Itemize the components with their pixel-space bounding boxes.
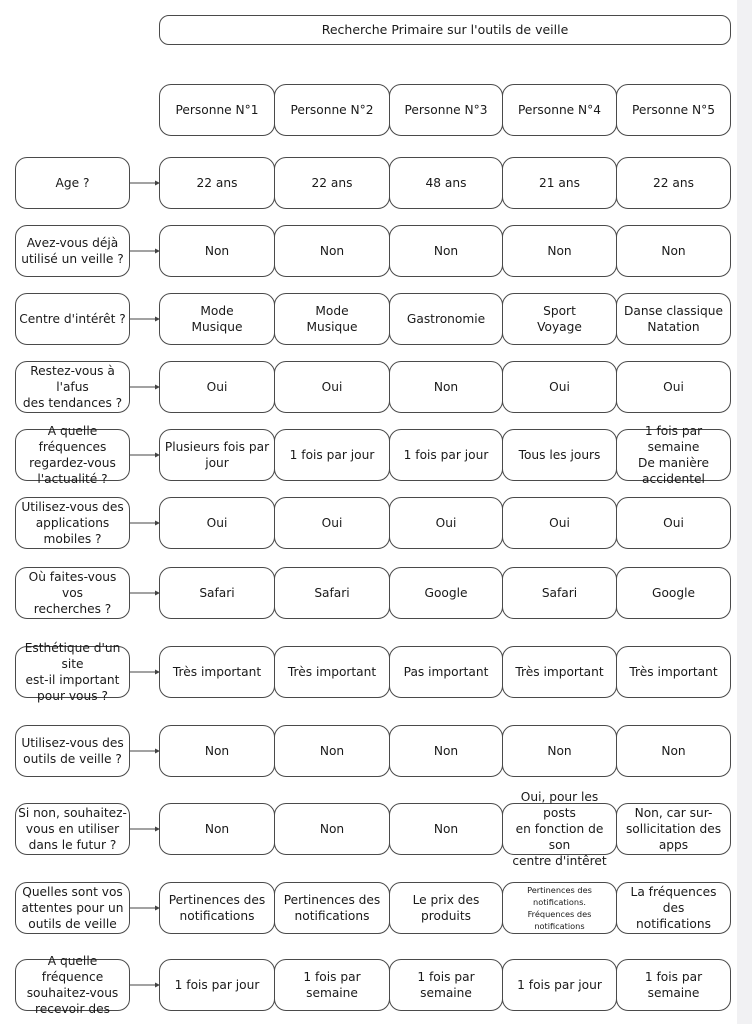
answer-cell: Oui bbox=[502, 361, 617, 413]
answer-cell: Oui bbox=[274, 361, 390, 413]
answer-cell: Non bbox=[389, 361, 503, 413]
arrow-right-icon bbox=[130, 588, 160, 598]
answer-cell: 22 ans bbox=[616, 157, 731, 209]
arrow-right-icon bbox=[130, 667, 160, 677]
answer-cell: Non bbox=[616, 225, 731, 277]
answer-cell: Safari bbox=[159, 567, 275, 619]
answer-cell: 1 fois par jour bbox=[389, 429, 503, 481]
answer-cell: Oui, pour les posts en fonction de son centre d'intêret bbox=[502, 803, 617, 855]
answer-cell: 1 fois par semaine De manière accidentel bbox=[616, 429, 731, 481]
question-box: A quelle fréquence souhaitez-vous recevoir des bbox=[15, 959, 130, 1011]
answer-cell: Non bbox=[159, 225, 275, 277]
question-box: Avez-vous déjà utilisé un veille ? bbox=[15, 225, 130, 277]
answer-cell: Sport Voyage bbox=[502, 293, 617, 345]
answer-cell: Pertinences des notifications. Fréquences des notifications bbox=[502, 882, 617, 934]
answer-cell: Non bbox=[159, 725, 275, 777]
answer-cell: Pertinences des notifications bbox=[159, 882, 275, 934]
question-box: A quelle fréquences regardez-vous l'actualité ? bbox=[15, 429, 130, 481]
answer-cell: 22 ans bbox=[274, 157, 390, 209]
question-box: Quelles sont vos attentes pour un outils de veille bbox=[15, 882, 130, 934]
person-header-2: Personne N°2 bbox=[274, 84, 390, 136]
answer-cell: Non bbox=[389, 225, 503, 277]
answer-cell: Google bbox=[389, 567, 503, 619]
answer-cell: Non bbox=[389, 803, 503, 855]
answer-cell: Non bbox=[274, 803, 390, 855]
arrow-right-icon bbox=[130, 824, 160, 834]
answer-cell: Non bbox=[159, 803, 275, 855]
question-box: Si non, souhaitez- vous en utiliser dans le futur ? bbox=[15, 803, 130, 855]
answer-cell: Google bbox=[616, 567, 731, 619]
question-box: Age ? bbox=[15, 157, 130, 209]
diagram-title: Recherche Primaire sur l'outils de veille bbox=[159, 15, 731, 45]
answer-cell: Non, car sur- sollicitation des apps bbox=[616, 803, 731, 855]
answer-cell: Non bbox=[616, 725, 731, 777]
arrow-right-icon bbox=[130, 246, 160, 256]
answer-cell: 1 fois par jour bbox=[159, 959, 275, 1011]
answer-cell: Oui bbox=[159, 497, 275, 549]
answer-cell: 48 ans bbox=[389, 157, 503, 209]
right-edge-strip bbox=[737, 0, 752, 1024]
answer-cell: Oui bbox=[502, 497, 617, 549]
answer-cell: La fréquences des notifications bbox=[616, 882, 731, 934]
answer-cell: Oui bbox=[616, 361, 731, 413]
answer-cell: Non bbox=[274, 225, 390, 277]
person-header-3: Personne N°3 bbox=[389, 84, 503, 136]
question-box: Restez-vous à l'afus des tendances ? bbox=[15, 361, 130, 413]
answer-cell: 1 fois par semaine bbox=[274, 959, 390, 1011]
arrow-right-icon bbox=[130, 450, 160, 460]
answer-cell: Très important bbox=[502, 646, 617, 698]
answer-cell: Très important bbox=[159, 646, 275, 698]
answer-cell: Safari bbox=[274, 567, 390, 619]
answer-cell: Oui bbox=[389, 497, 503, 549]
question-box: Utilisez-vous des applications mobiles ? bbox=[15, 497, 130, 549]
answer-cell: 1 fois par semaine bbox=[616, 959, 731, 1011]
answer-cell: Non bbox=[274, 725, 390, 777]
person-header-1: Personne N°1 bbox=[159, 84, 275, 136]
answer-cell: Plusieurs fois par jour bbox=[159, 429, 275, 481]
question-box: Centre d'intérêt ? bbox=[15, 293, 130, 345]
arrow-right-icon bbox=[130, 746, 160, 756]
answer-cell: Non bbox=[502, 725, 617, 777]
answer-cell: 21 ans bbox=[502, 157, 617, 209]
answer-cell: Mode Musique bbox=[159, 293, 275, 345]
arrow-right-icon bbox=[130, 382, 160, 392]
question-box: Utilisez-vous des outils de veille ? bbox=[15, 725, 130, 777]
arrow-right-icon bbox=[130, 178, 160, 188]
answer-cell: Oui bbox=[616, 497, 731, 549]
arrow-right-icon bbox=[130, 314, 160, 324]
answer-cell: Le prix des produits bbox=[389, 882, 503, 934]
answer-cell: 22 ans bbox=[159, 157, 275, 209]
answer-cell: Pertinences des notifications bbox=[274, 882, 390, 934]
person-header-4: Personne N°4 bbox=[502, 84, 617, 136]
person-header-5: Personne N°5 bbox=[616, 84, 731, 136]
answer-cell: Pas important bbox=[389, 646, 503, 698]
answer-cell: 1 fois par semaine bbox=[389, 959, 503, 1011]
answer-cell: 1 fois par jour bbox=[502, 959, 617, 1011]
answer-cell: Très important bbox=[616, 646, 731, 698]
answer-cell: Gastronomie bbox=[389, 293, 503, 345]
answer-cell: Danse classique Natation bbox=[616, 293, 731, 345]
answer-cell: Tous les jours bbox=[502, 429, 617, 481]
answer-cell: Oui bbox=[274, 497, 390, 549]
arrow-right-icon bbox=[130, 980, 160, 990]
answer-cell: Non bbox=[502, 225, 617, 277]
question-box: Où faites-vous vos recherches ? bbox=[15, 567, 130, 619]
answer-cell: Non bbox=[389, 725, 503, 777]
answer-cell: 1 fois par jour bbox=[274, 429, 390, 481]
arrow-right-icon bbox=[130, 518, 160, 528]
answer-cell: Mode Musique bbox=[274, 293, 390, 345]
answer-cell: Très important bbox=[274, 646, 390, 698]
answer-cell: Oui bbox=[159, 361, 275, 413]
arrow-right-icon bbox=[130, 903, 160, 913]
question-box: Esthétique d'un site est-il important pour vous ? bbox=[15, 646, 130, 698]
answer-cell: Safari bbox=[502, 567, 617, 619]
